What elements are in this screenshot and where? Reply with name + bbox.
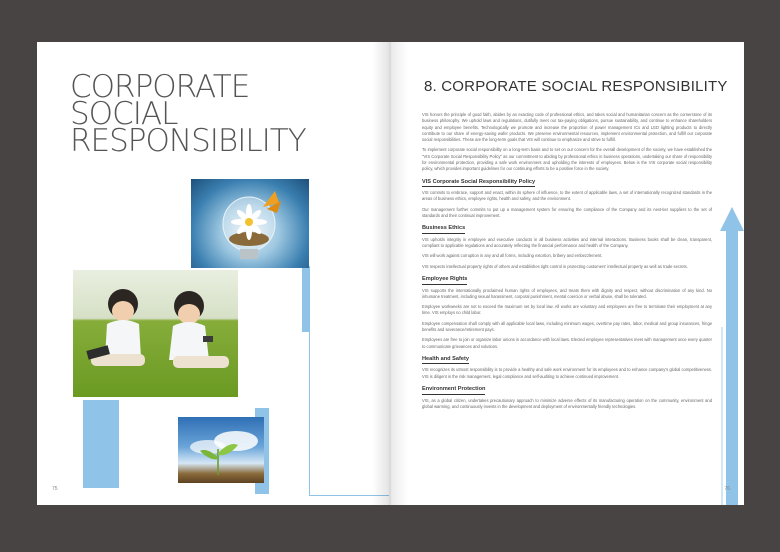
lightbulb-photo — [191, 179, 309, 268]
lightbulb-icon — [191, 179, 309, 268]
section-heading: VIS Corporate Social Responsibility Policy — [422, 179, 712, 188]
section-heading: Health and Safety — [422, 356, 712, 365]
body-text — [422, 112, 712, 414]
intro-paragraph: VIS honors the principle of good faith, abides by an exacting code of professional ethics, and takes social and humanitarian concern as the cornerstone of its business philosophy. We uphold laws and regulations, dutifully meet our tax-paying obligations, pursue sustainability, and continue to enhance shareholders equity and employee benefits. Technologically we promote and increase the proportion of power management ICs and LED lighting products to directly contribute to our share of energy-saving wafer products. We preserve environmental resources, implement environmental protection, and fulfill our corporate social responsibilities. These are the long-term goals that VIS will continue to emphasize and strive to fulfill. — [422, 112, 712, 143]
arrow-decoration-icon — [716, 207, 744, 505]
section-paragraph: Our management further commits to put up a management system for ensuring the compliance of the Company and its next-tier suppliers to the set of standards and their continual improvement. — [422, 206, 712, 219]
page-number-left: 75 — [52, 486, 58, 492]
chapter-title-line: CORPORATE — [70, 69, 250, 105]
section-heading: Environment Protection — [422, 386, 712, 395]
right-page — [390, 42, 744, 505]
section-paragraph: Employee compensation shall comply with all applicable local laws, including minimum wages, overtime pay rates, labor, medical and group insurances, fringe benefits and severance/retirement pays. — [422, 320, 712, 333]
section-paragraph: VIS respects intellectual property rights of others and establishes tight control in protecting customers' intellectual property as well as trade secrets. — [422, 263, 688, 269]
left-page — [37, 42, 390, 505]
accent-block — [302, 266, 309, 332]
section-heading: Business Ethics — [422, 225, 712, 234]
section-paragraph: VIS upholds integrity in employee and executive conducts in all business activities and internal interactions. Business books shall be clean, transparent, compliant to applicable regulations and accurately reflecting the financial performance and health of the Company. — [422, 236, 712, 249]
children-reading-icon — [73, 270, 238, 397]
accent-line — [309, 495, 389, 496]
section-title: 8. CORPORATE SOCIAL RESPONSIBILITY — [424, 78, 728, 95]
chapter-title-line: SOCIAL — [70, 96, 178, 132]
section-paragraph: Employee workweeks are not to exceed the maximum set by local law. All works are voluntary and employees are free to terminate their employment at any time. VIS employs no child labor. — [422, 304, 712, 316]
section-paragraph: VIS, as a global citizen, undertakes precautionary approach to minimize adverse effects of its manufacturing operation on the community, environment and global warming, and continuously invests in the development and deployment of environmentally friendly technologies. — [422, 397, 712, 409]
sprout-icon — [178, 417, 264, 483]
accent-block — [83, 400, 119, 488]
intro-paragraph: To implement corporate social responsibility on a long-term basis and to set on our concern for the overall development of the society, we have established the "VIS Corporate Social Responsibility Policy" as our commitment to abiding by professional ethics in business operations, undertaking our share of responsibility for environmental protection, providing a safe work environment and upholding the interests of employees. Below is the VIS corporate social responsibility policy, which provides important guidelines for our continuing efforts to be a positive force in the society. — [422, 147, 712, 172]
chapter-title-line: RESPONSIBILITY — [70, 123, 306, 159]
page-number-right: 76 — [724, 486, 730, 492]
section-paragraph: VIS will work against corruption in any and all forms, including extortion, bribery and embezzlement. — [422, 253, 603, 259]
children-photo — [73, 270, 238, 397]
sprout-sky-photo — [178, 417, 264, 483]
accent-line — [309, 266, 310, 496]
section-paragraph: Employees are free to join or organize labor unions in accordance with local laws. Elected employee representatives meet with management once every quarter to communicate grievances and solutions. — [422, 337, 712, 349]
section-paragraph: VIS commits to embrace, support and enact, within its sphere of influence, to the extent of applicable laws, a set of internationally recognized standards in the areas of business ethics, employee rights, health and safety, and the environment. — [422, 190, 712, 202]
section-paragraph: VIS supports the internationally proclaimed human rights of employees, and treats them with dignity and respect, without discrimination of any kind. No inhumane treatment, including sexual harassment, corporal punishment, mental coercion or verbal abuse, shall be tolerated. — [422, 287, 712, 299]
section-heading: Employee Rights — [422, 276, 712, 285]
section-paragraph: VIS recognizes its utmost responsibility is to provide a healthy and safe work environment for its employees and to enhance company's global competitiveness. VIS is diligent in the risk management, legal compliance and self-auditing to achieve continued improvement. — [422, 367, 712, 379]
chapter-title — [70, 69, 306, 159]
